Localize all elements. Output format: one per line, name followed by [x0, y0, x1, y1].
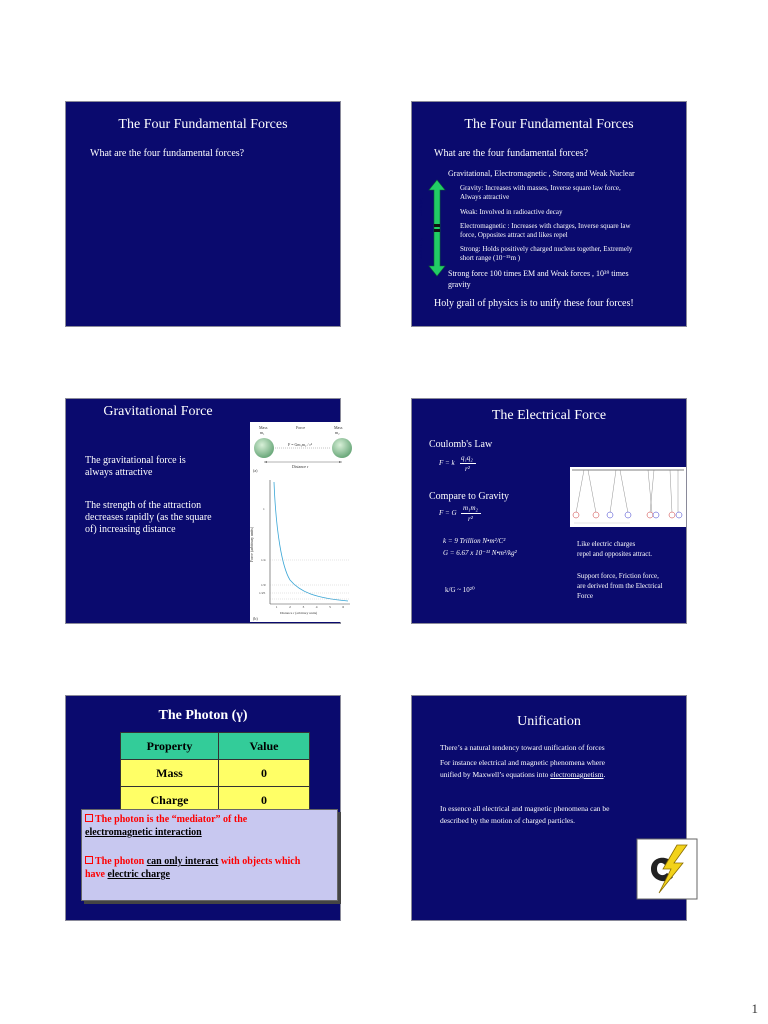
- grav-text-1a: The gravitational force is: [85, 455, 186, 466]
- table-header-cell: Property: [121, 733, 219, 760]
- slide-unification: [411, 695, 687, 921]
- support-force-3: Force: [577, 592, 593, 600]
- em-desc-1: Electromagnetic : Increases with charges, Inverse square law: [460, 222, 631, 230]
- table-header-cell: Value: [219, 733, 310, 760]
- fig-ylabel: Force (arbitrary units): [249, 526, 255, 563]
- compare-heading: Compare to Gravity: [429, 491, 509, 502]
- page-number: 1: [751, 1001, 758, 1016]
- checkbox-bullet-icon: [85, 856, 93, 864]
- info-line-1: [85, 814, 247, 826]
- gravity-denominator: r²: [468, 515, 473, 523]
- info-text: The photon: [95, 856, 147, 867]
- unification-bullet-3b: described by the motion of charged particles.: [440, 816, 576, 825]
- g-value: G = 6.67 x 10⁻¹¹ N•m²/kg²: [443, 549, 517, 557]
- fig-mass-right-label: Mass: [334, 425, 343, 430]
- coulomb-numerator: q₁q₂: [461, 454, 473, 462]
- fig-xtick: 3: [302, 605, 305, 609]
- info-line-2b: [85, 869, 170, 881]
- coulomb-fraction-bar: [460, 463, 476, 464]
- fig-ytick-4: 1/25: [259, 591, 266, 595]
- photon-property-table: [120, 732, 310, 814]
- forces-summary: Gravitational, Electromagnetic , Strong and Weak Nuclear: [448, 169, 635, 178]
- fig-ytick-2: 1/4: [261, 558, 266, 562]
- fig-xtick: 5: [329, 605, 331, 609]
- unification-bullet-3a: In essence all electrical and magnetic phenomena can be: [440, 804, 610, 813]
- info-line-1b: electromagnetic interaction: [85, 827, 202, 838]
- info-text-emphasis: electric charge: [107, 869, 170, 880]
- support-force-2: are derived from the Electrical: [577, 582, 663, 590]
- fig-distance-label: Distance r: [292, 464, 309, 469]
- grav-text-2a: The strength of the attraction: [85, 500, 202, 511]
- fig-label-b: (b): [253, 616, 258, 621]
- strong-desc-2: short range (10⁻¹⁵m ): [460, 254, 521, 262]
- slide-title: Unification: [517, 714, 581, 729]
- fig-xtick: 6: [342, 605, 345, 609]
- slide-title: The Electrical Force: [491, 408, 607, 423]
- checkbox-bullet-icon: [85, 814, 93, 822]
- table-row: [121, 760, 310, 787]
- weak-desc: Weak: Involved in radioactive decay: [460, 208, 563, 216]
- info-text: with objects which: [218, 856, 301, 867]
- slide-question: What are the four fundamental forces?: [434, 148, 589, 159]
- slide-title: The Four Fundamental Forces: [118, 117, 288, 132]
- support-force-1: Support force, Friction force,: [577, 572, 659, 580]
- bullet-text: .: [603, 770, 606, 779]
- k-value: k = 9 Trillion N•m²/C²: [443, 537, 506, 545]
- arrow-label-weaker: Weaker: [417, 198, 423, 217]
- gravity-desc-2: Always attractive: [460, 193, 510, 201]
- slide-title: The Photon (γ): [158, 708, 248, 723]
- fig-mass-left-sub: m₁: [260, 430, 265, 435]
- fig-xtick: 4: [315, 605, 318, 609]
- coulomb-heading: Coulomb's Law: [429, 439, 493, 450]
- unification-bullet-1: There’s a natural tendency toward unification of forces: [440, 743, 605, 752]
- info-text: The photon is the “mediator” of the: [95, 814, 248, 825]
- like-charges-1: Like electric charges: [577, 540, 636, 548]
- photon-info-box: [81, 809, 338, 901]
- grav-text-1b: always attractive: [85, 467, 153, 478]
- gravity-figure: [250, 422, 356, 622]
- ratio-value: k/G ~ 10²⁰: [445, 586, 475, 594]
- em-desc-2: force, Opposites attract and likes repel: [460, 231, 568, 239]
- bullet-icon: [432, 748, 435, 751]
- compare-desc-1: Strong force 100 times EM and Weak forces , 10³⁹ times: [448, 269, 629, 278]
- table-cell: Charge: [121, 787, 219, 814]
- charged-pendulums-icon: [570, 467, 686, 527]
- gravity-desc-1: Gravity: Increases with masses, Inverse square law force,: [460, 184, 621, 192]
- gravity-lhs: F = G: [439, 509, 457, 517]
- fig-xlabel: Distance r (arbitrary units): [280, 611, 318, 615]
- coulomb-lhs: F = k: [439, 459, 455, 467]
- electromagnetism-term: electromagnetism: [550, 770, 604, 779]
- fig-ytick-3: 1/9: [261, 583, 266, 587]
- slide-question: What are the four fundamental forces?: [90, 148, 245, 159]
- fig-xtick: 1: [275, 605, 278, 609]
- slide-photon: [65, 695, 341, 921]
- strength-arrow-icon: [429, 180, 445, 276]
- inverse-square-chart: [250, 472, 356, 622]
- slide-electrical-force: [411, 398, 687, 624]
- bullet-icon: [432, 809, 435, 812]
- arrow-label-stronger: Stronger: [417, 238, 423, 259]
- table-header-row: [121, 733, 310, 760]
- gravity-fraction-bar: [461, 513, 481, 514]
- fig-formula: F = Gm₁m₂ / r²: [288, 442, 313, 447]
- lightning-magnet-icon: [637, 839, 697, 899]
- bullet-text: unified by Maxwell’s equations into: [440, 770, 551, 779]
- fig-ytick-1: 1: [263, 507, 265, 511]
- slide-four-forces-answer: [411, 101, 687, 327]
- unification-bullet-2a: For instance electrical and magnetic phenomena where: [440, 758, 605, 767]
- coulomb-denominator: r²: [465, 465, 470, 473]
- holy-grail: Holy grail of physics is to unify these four forces!: [434, 298, 634, 309]
- fig-force-label: Force: [296, 425, 306, 430]
- grav-text-2b: decreases rapidly (as the square: [85, 512, 212, 523]
- info-text-emphasis: can only interact: [146, 856, 219, 867]
- gravity-numerator: m₁m₂: [463, 504, 478, 512]
- slide-title: Gravitational Force: [103, 404, 213, 419]
- slide-title: The Four Fundamental Forces: [464, 117, 634, 132]
- fig-mass-right-sub: m₂: [335, 430, 340, 435]
- grav-text-2c: of) increasing distance: [85, 524, 176, 535]
- fig-xtick: 2: [289, 605, 291, 609]
- fig-mass-left-label: Mass: [259, 425, 268, 430]
- unification-bullet-2b: [440, 771, 605, 780]
- fig-xticks: [270, 605, 350, 609]
- like-charges-2: repel and opposites attract.: [577, 550, 653, 558]
- fig-label-a: (a): [253, 468, 258, 473]
- table-cell: 0: [219, 787, 310, 814]
- info-line-2: [85, 856, 300, 868]
- strong-desc-1: Strong: Holds positively charged nucleus together, Extremely: [460, 245, 633, 253]
- bullet-icon: [432, 763, 435, 766]
- info-text: have: [85, 869, 108, 880]
- slide-four-forces-question: [65, 101, 341, 327]
- table-cell: Mass: [121, 760, 219, 787]
- slide-gravitational-force: [65, 398, 345, 624]
- compare-desc-2: gravity: [448, 280, 471, 289]
- table-cell: 0: [219, 760, 310, 787]
